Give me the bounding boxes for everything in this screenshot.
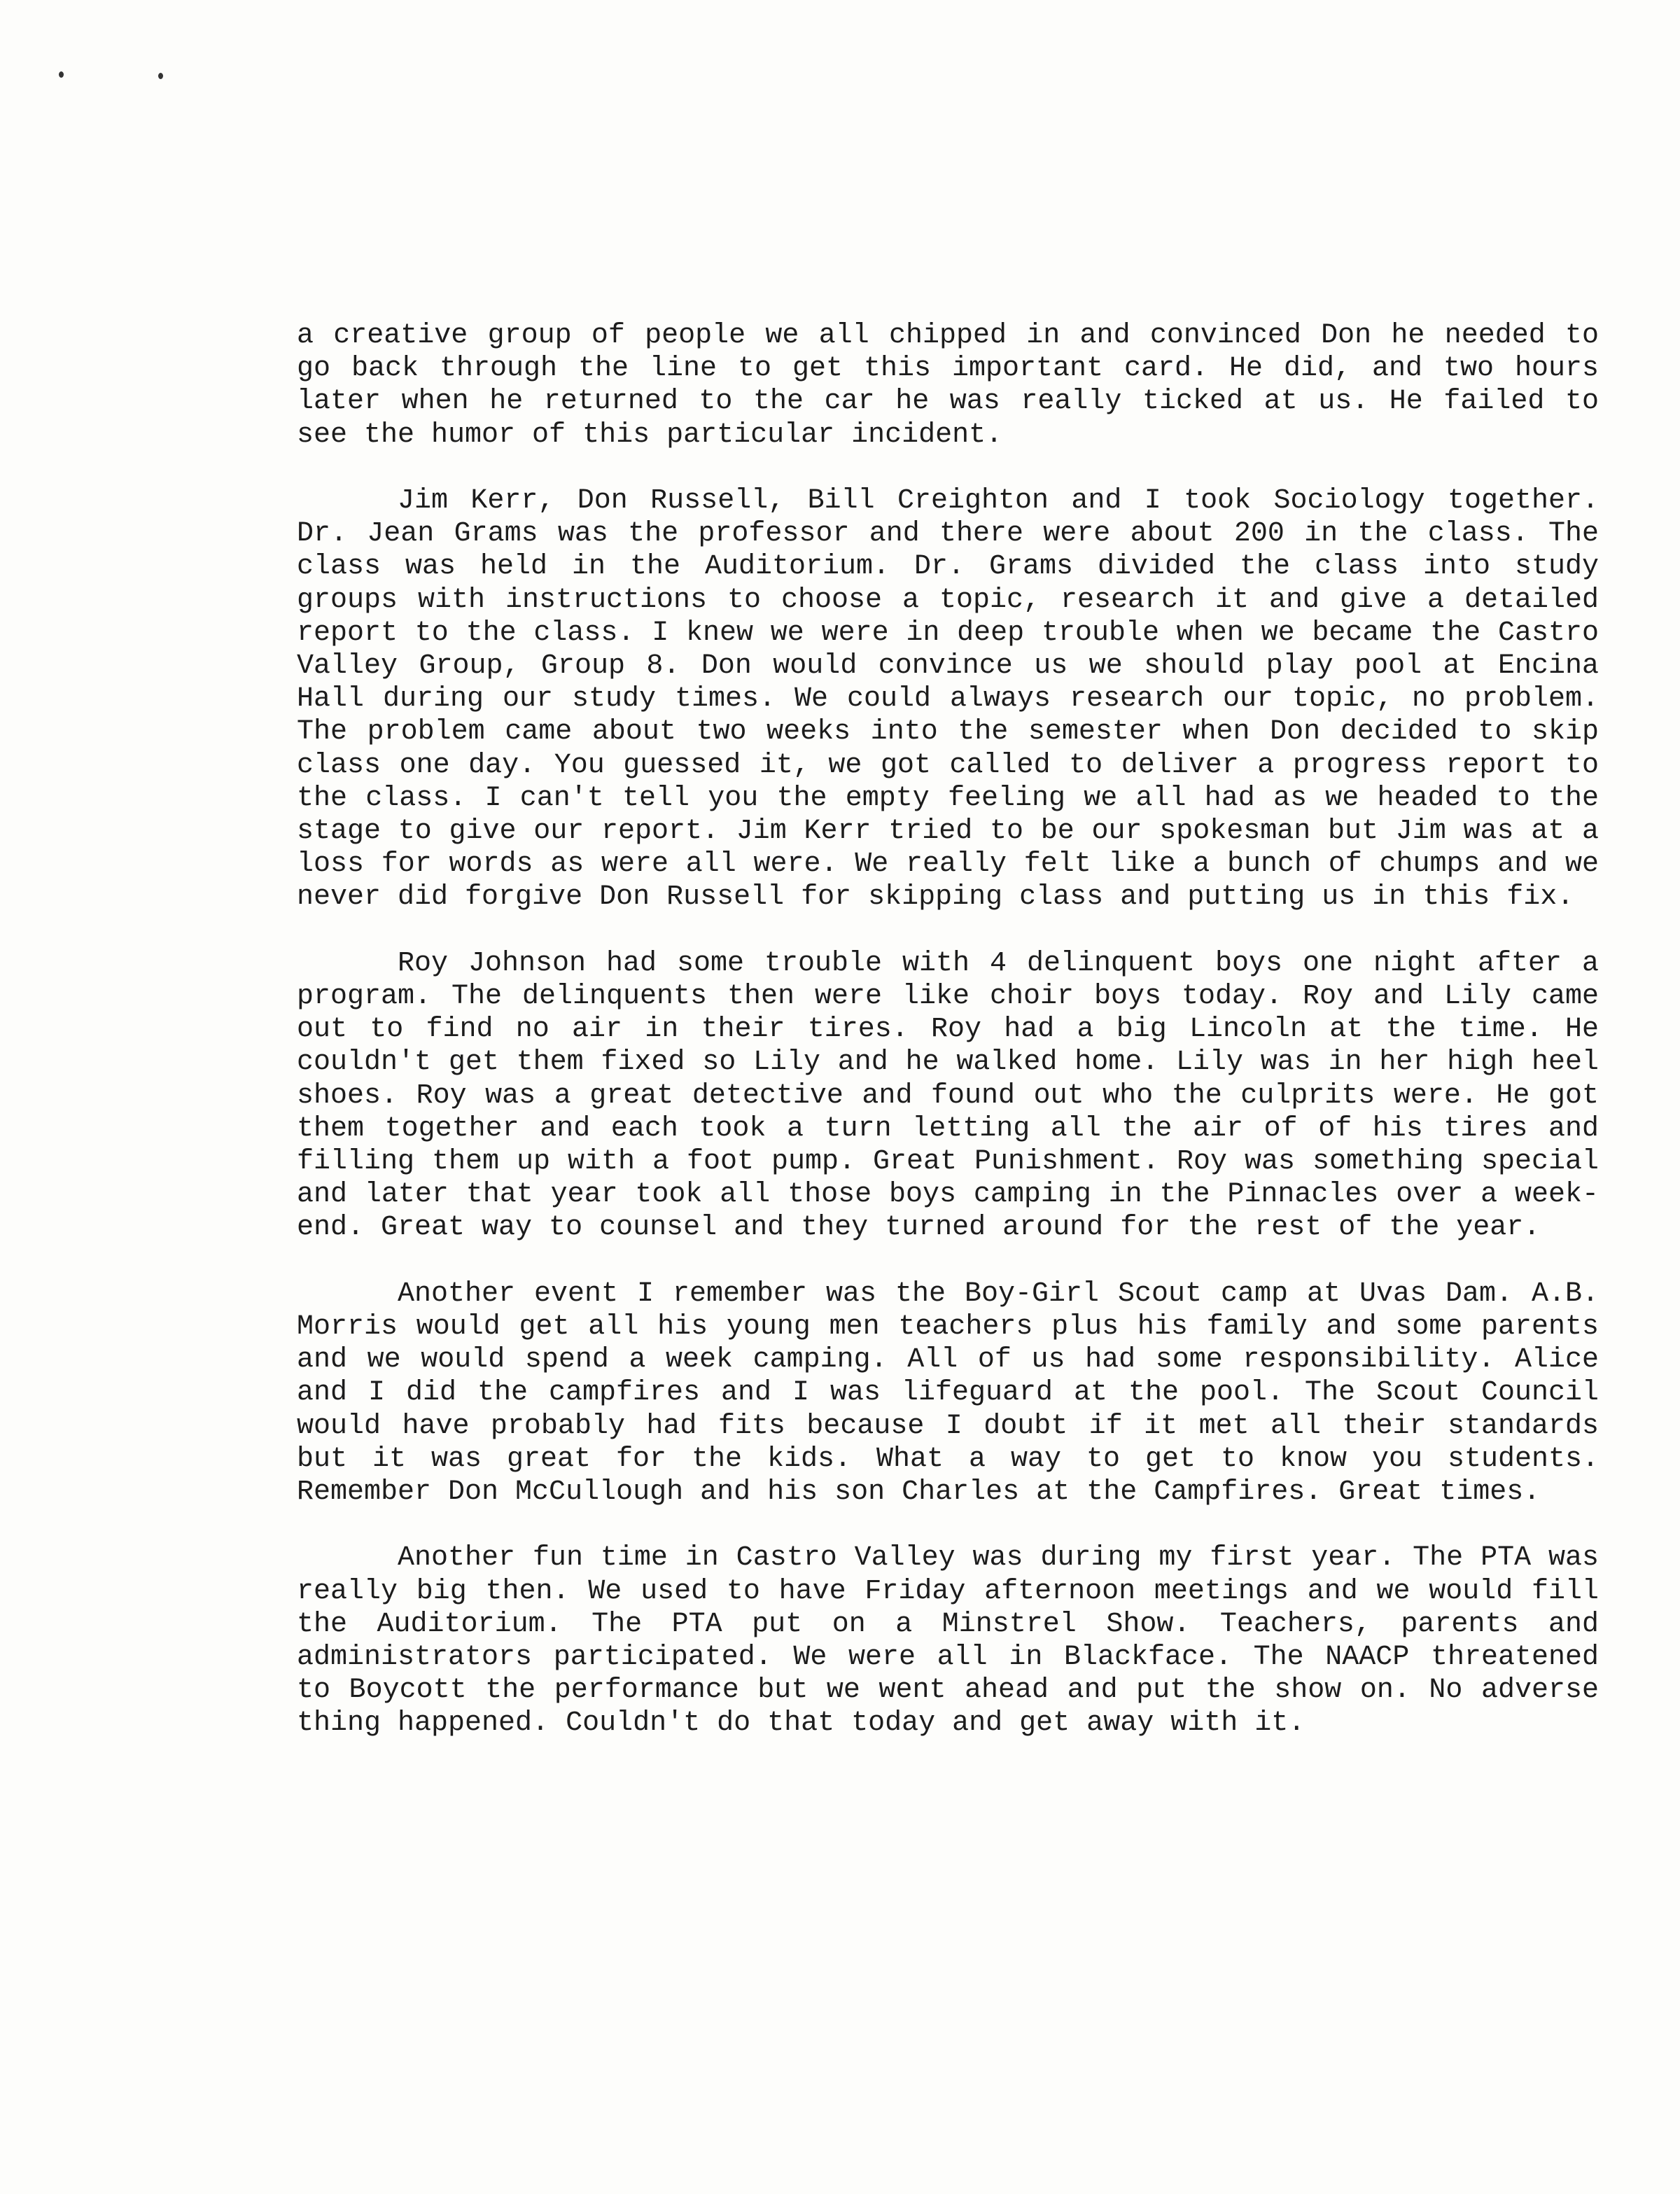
scan-speck — [59, 71, 64, 78]
paragraph-scout-camp: Another event I remember was the Boy-Girl Scout camp at Uvas Dam. A.B. Morris would get all his young men teachers plus his family and some parents and we would spend a week camping. All of us had some responsibility. Alice and I did the campfires and I was lifeguard at the pool. The Scout Council would have probably had fits because I doubt if it met all their standards but it was great for the kids. What a way to get to know you students. Remember Don McCullough and his son Charles at the Campfires. Great times. — [297, 1278, 1599, 1509]
body-text — [297, 319, 1599, 1773]
scan-speck — [158, 73, 163, 79]
paragraph-minstrel-show: Another fun time in Castro Valley was during my first year. The PTA was really big then. We used to have Friday afternoon meetings and we would fill the Auditorium. The PTA put on a Minstrel Show. Teachers, parents and administrators participated. We were all in Blackface. The NAACP threatened to Boycott the performance but we went ahead and put the show on. No adverse thing happened. Couldn't do that today and get away with it. — [297, 1542, 1599, 1740]
paragraph-sociology-class: Jim Kerr, Don Russell, Bill Creighton and I took Sociology together. Dr. Jean Grams was the professor and there were about 200 in the class. The class was held in the Auditorium. Dr. Grams divided the class into study groups with instructions to choose a topic, research it and give a detailed report to the class. I knew we were in deep trouble when we became the Castro Valley Group, Group 8. Don would convince us we should play pool at Encina Hall during our study times. We could always research our topic, no problem. The problem came about two weeks into the semester when Don decided to skip class one day. You guessed it, we got called to deliver a progress report to the class. I can't tell you the empty feeling we all had as we headed to the stage to give our report. Jim Kerr tried to be our spokesman but Jim was at a loss for words as were all were. We really felt like a bunch of chumps and we never did forgive Don Russell for skipping class and putting us in this fix. — [297, 485, 1599, 914]
paragraph-roy-johnson: Roy Johnson had some trouble with 4 delinquent boys one night after a program. The delinquents then were like choir boys today. Roy and Lily came out to find no air in their tires. Roy had a big Lincoln at the time. He couldn't get them fixed so Lily and he walked home. Lily was in her high heel shoes. Roy was a great detective and found out who the culprits were. He got them together and each took a turn letting all the air of of his tires and filling them up with a foot pump. Great Punishment. Roy was something special and later that year took all those boys camping in the Pinnacles over a week-end. Great way to counsel and they turned around for the rest of the year. — [297, 947, 1599, 1244]
paragraph-car-card: a creative group of people we all chipped in and convinced Don he needed to go back through the line to get this important card. He did, and two hours later when he returned to the car he was really ticked at us. He failed to see the humor of this particular incident. — [297, 320, 1599, 451]
